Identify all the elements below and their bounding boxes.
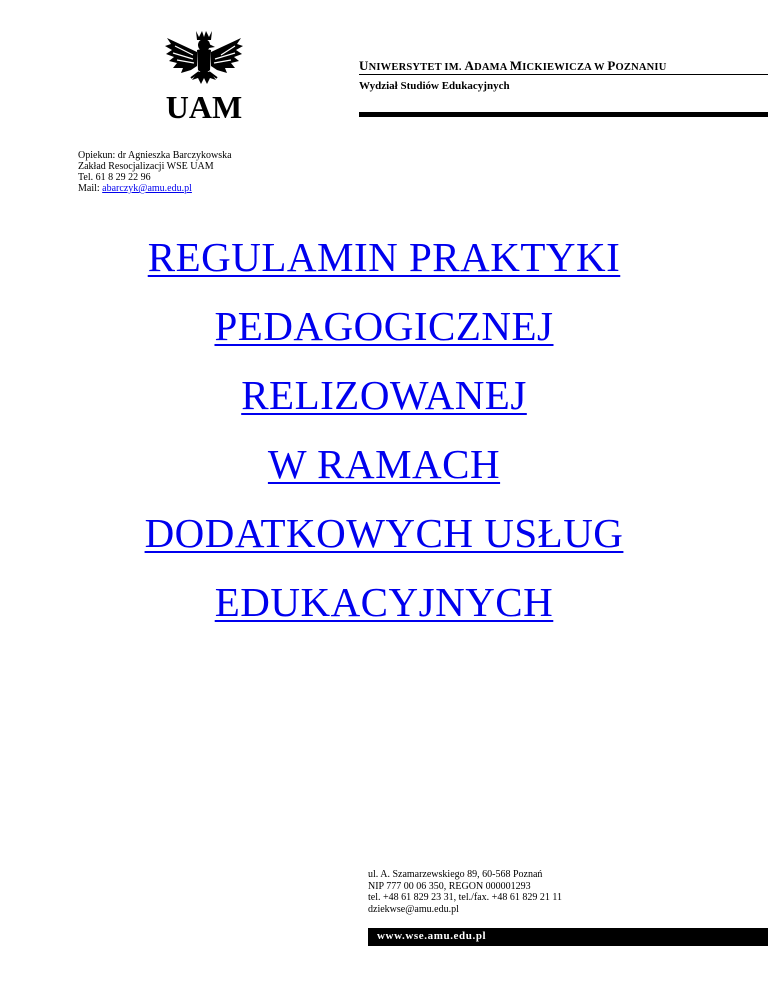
- university-name: [359, 58, 667, 74]
- uni-name-rest-4: OZNANIU: [615, 62, 667, 73]
- title-line-4[interactable]: W RAMACH: [267, 441, 501, 487]
- uni-name-cap-3: M: [509, 58, 523, 73]
- website-link[interactable]: www.wse.amu.edu.pl: [377, 930, 487, 942]
- supervisor-contact: [78, 150, 232, 194]
- title-line-2[interactable]: PEDAGOGICZNEJ: [214, 303, 554, 349]
- logo-monogram: UAM: [165, 89, 243, 124]
- document-title: [0, 228, 768, 642]
- mail-link[interactable]: abarczyk@amu.edu.pl: [102, 183, 192, 194]
- uni-name-rest-1: NIWERSYTET IM.: [368, 62, 465, 73]
- department-line: Zakład Resocjalizacji WSE UAM: [78, 161, 214, 172]
- uni-name-cap-4: P: [607, 58, 616, 73]
- email-line: dziekwse@amu.edu.pl: [368, 903, 459, 915]
- eagle-icon: [163, 28, 245, 124]
- uni-name-rest-2: DAMA: [474, 62, 510, 73]
- title-line-6[interactable]: EDUKACYJNYCH: [214, 579, 554, 625]
- mail-line: [78, 183, 232, 194]
- website-bar: [368, 928, 768, 946]
- faculty-name: Wydział Studiów Edukacyjnych: [359, 80, 510, 92]
- title-line-3[interactable]: RELIZOWANEJ: [241, 372, 527, 418]
- mail-label: Mail:: [78, 183, 103, 194]
- uni-name-cap-2: A: [464, 58, 475, 73]
- uni-name-rest-3: ICKIEWICZA W: [522, 62, 608, 73]
- header-thick-rule: [359, 112, 768, 117]
- nip-regon-line: NIP 777 00 06 350, REGON 000001293: [368, 880, 531, 892]
- faculty-address: [368, 869, 562, 915]
- uam-eagle-logo: [163, 28, 245, 124]
- title-line-5[interactable]: DODATKOWYCH USŁUG: [144, 510, 624, 556]
- supervisor-line: Opiekun: dr Agnieszka Barczykowska: [78, 150, 232, 161]
- phone-line: Tel. 61 8 29 22 96: [78, 172, 151, 183]
- title-line-1[interactable]: REGULAMIN PRAKTYKI: [147, 234, 621, 280]
- phones-line: tel. +48 61 829 23 31, tel./fax. +48 61 829 21 11: [368, 892, 562, 903]
- uni-name-cap-1: U: [359, 58, 369, 73]
- header-thin-rule: [359, 74, 768, 75]
- address-line: ul. A. Szamarzewskiego 89, 60-568 Poznań: [368, 869, 543, 880]
